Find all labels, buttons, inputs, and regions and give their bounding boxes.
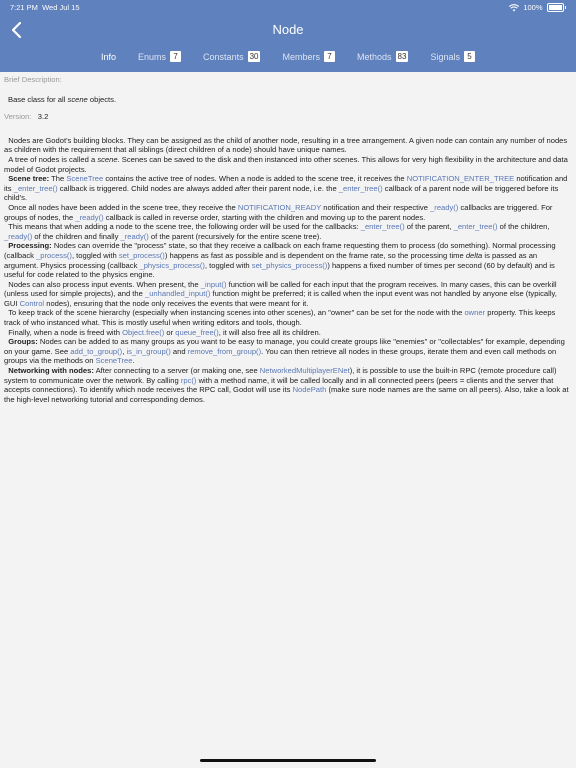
doc-link[interactable]: rpc(): [180, 375, 197, 385]
doc-link[interactable]: _unhandled_input(): [144, 289, 211, 299]
description-paragraph: Finally, when a node is freed with Object.free() or queue_free(), it will also free all its children.: [8, 327, 321, 337]
version-row: [4, 112, 572, 122]
doc-link[interactable]: _input(): [200, 279, 227, 289]
doc-link[interactable]: _enter_tree(): [13, 183, 58, 193]
status-bar: [10, 3, 566, 15]
tab-members[interactable]: [282, 51, 335, 62]
version-label: Version:: [4, 112, 32, 122]
tab-label: Members: [282, 51, 320, 62]
battery-percent: 100%: [523, 3, 543, 12]
description-paragraph: To keep track of the scene hierarchy (especially when instancing scenes into other scenes), an "owner" can be set for the node with the owner property. This keeps track of who instanced what. This is mostly useful when writing editors and tools, though.: [4, 308, 556, 328]
description-paragraph: This means that when adding a node to the scene tree, the following order will be used for the callbacks: _enter_tree() of the parent, _enter_tree() of the children, _ready() of the children and finally _ready() of the parent (recursively for the entire scene tree).: [4, 222, 550, 241]
doc-link[interactable]: set_physics_process(): [251, 260, 328, 270]
tab-label: Constants: [203, 51, 244, 62]
count-badge: 7: [324, 51, 335, 62]
count-badge: 30: [249, 52, 259, 61]
tab-label: Enums: [138, 51, 167, 62]
nav-header: [0, 0, 576, 72]
full-description: [4, 136, 572, 405]
tab-bar: [0, 51, 576, 62]
doc-link[interactable]: SceneTree: [95, 356, 133, 366]
description-paragraph: Networking with nodes: After connecting to a server (or making one, see NetworkedMultiplayerENet), it is possible to use the built-in RPC (remote procedure call) system to communicate over the network. By calling rpc() with a method name, it will be called locally and in all connected peers (peers = clients and the server that accepts connections). To identify which node receives the RPC call, Godot will use its NodePath (make sure node names are the same on all peers). Also, take a look at the high-level networking tutorial and corresponding demos.: [4, 366, 569, 404]
description-paragraph: Processing: Nodes can override the "process" state, so that they receive a callback on each frame requesting them to process (do something). Normal processing (callback _process(), toggled with set_process()) happens as fast as possible and is dependent on the frame rate, so the processing time delta is passed as an argument. Physics processing (callback _physics_process(), toggled with set_physics_process()) happens a fixed number of times per second (60 by default) and is useful for code related to the physics engine.: [4, 241, 556, 280]
doc-link[interactable]: Object.free(): [122, 327, 165, 337]
doc-link[interactable]: _enter_tree(): [338, 183, 383, 193]
brief-description: Base class for all scene objects.: [8, 94, 117, 104]
tab-label: Signals: [430, 51, 460, 62]
doc-link[interactable]: _enter_tree(): [453, 222, 498, 232]
description-paragraph: Nodes are Godot's building blocks. They can be assigned as the child of another node, resulting in a tree arrangement. A given node can contain any number of nodes as children with the requirement that all siblings (direct children of a node) should have unique names.: [4, 135, 568, 155]
tab-info[interactable]: [101, 51, 116, 62]
status-date: Wed Jul 15: [42, 3, 80, 12]
tab-label: Info: [101, 51, 117, 62]
doc-link[interactable]: NOTIFICATION_READY: [237, 202, 322, 212]
tab-enums[interactable]: [138, 51, 181, 62]
doc-link[interactable]: SceneTree: [66, 174, 104, 184]
doc-link[interactable]: NodePath: [292, 385, 327, 395]
page-title: Node: [272, 22, 304, 37]
description-paragraph: Scene tree: The SceneTree contains the active tree of nodes. When a node is added to the scene tree, it receives the NOTIFICATION_ENTER_TREE notification and its _enter_tree() callback is triggered. Child nodes are always added after their parent node, i.e. the _enter_tree() callback of a parent node will be triggered before its child's.: [4, 174, 568, 203]
doc-link[interactable]: is_in_group(): [126, 346, 171, 356]
doc-link[interactable]: _ready(): [4, 231, 33, 241]
brief-description-label: Brief Description:: [4, 75, 62, 84]
doc-link[interactable]: add_to_group(): [70, 346, 123, 356]
description-paragraph: Groups: Nodes can be added to as many groups as you want to be easy to manage, you could create groups like "enemies" or "collectables" for example, depending on your game. See add_to_group(), is_in_group() and remove_from_group(). You can then retrieve all nodes in these groups, iterate them and even call methods on groups via the methods on SceneTree.: [4, 337, 565, 366]
doc-link[interactable]: remove_from_group(): [187, 346, 262, 356]
wifi-icon: [509, 4, 519, 12]
tab-methods[interactable]: [357, 51, 408, 62]
doc-link[interactable]: owner: [464, 308, 486, 318]
doc-link[interactable]: NetworkedMultiplayerENet: [259, 366, 350, 376]
home-indicator[interactable]: [200, 759, 376, 762]
tab-label: Methods: [357, 51, 392, 62]
doc-link[interactable]: NOTIFICATION_ENTER_TREE: [406, 174, 515, 184]
doc-link[interactable]: Control: [19, 298, 45, 308]
description-paragraph: Nodes can also process input events. When present, the _input() function will be called for each input that the program receives. In many cases, this can be overkill (unless used for simple projects), and the _unhandled_input() function might be preferred; it is called when the input event was not handled by anyone else (typically, GUI Control nodes), ensuring that the node only receives the events that were meant for it.: [4, 279, 557, 308]
doc-link[interactable]: _process(): [36, 250, 72, 260]
count-badge: 5: [464, 51, 475, 62]
doc-link[interactable]: _ready(): [430, 202, 459, 212]
tab-signals[interactable]: [430, 51, 475, 62]
description-paragraph: A tree of nodes is called a scene. Scenes can be saved to the disk and then instanced into other scenes. This allows for very high flexibility in the architecture and data model of Godot projects.: [4, 154, 568, 174]
class-doc-content: [4, 72, 572, 404]
doc-link[interactable]: _ready(): [120, 231, 149, 241]
doc-link[interactable]: set_process(): [118, 250, 165, 260]
count-badge: 7: [170, 51, 181, 62]
status-time: 7:21 PM: [10, 3, 38, 12]
battery-icon: [547, 3, 564, 12]
tab-constants[interactable]: [203, 51, 260, 62]
version-value: 3.2: [37, 112, 49, 122]
doc-link[interactable]: queue_free(): [175, 327, 219, 337]
doc-link[interactable]: _ready(): [75, 212, 104, 222]
doc-link[interactable]: _enter_tree(): [360, 222, 405, 232]
count-badge: 83: [397, 52, 407, 61]
doc-link[interactable]: _physics_process(): [139, 260, 205, 270]
description-paragraph: Once all nodes have been added in the scene tree, they receive the NOTIFICATION_READY notification and their respective _ready() callbacks are triggered. For groups of nodes, the _ready() callback is called in reverse order, starting with the children and moving up to the parent nodes.: [4, 202, 553, 222]
